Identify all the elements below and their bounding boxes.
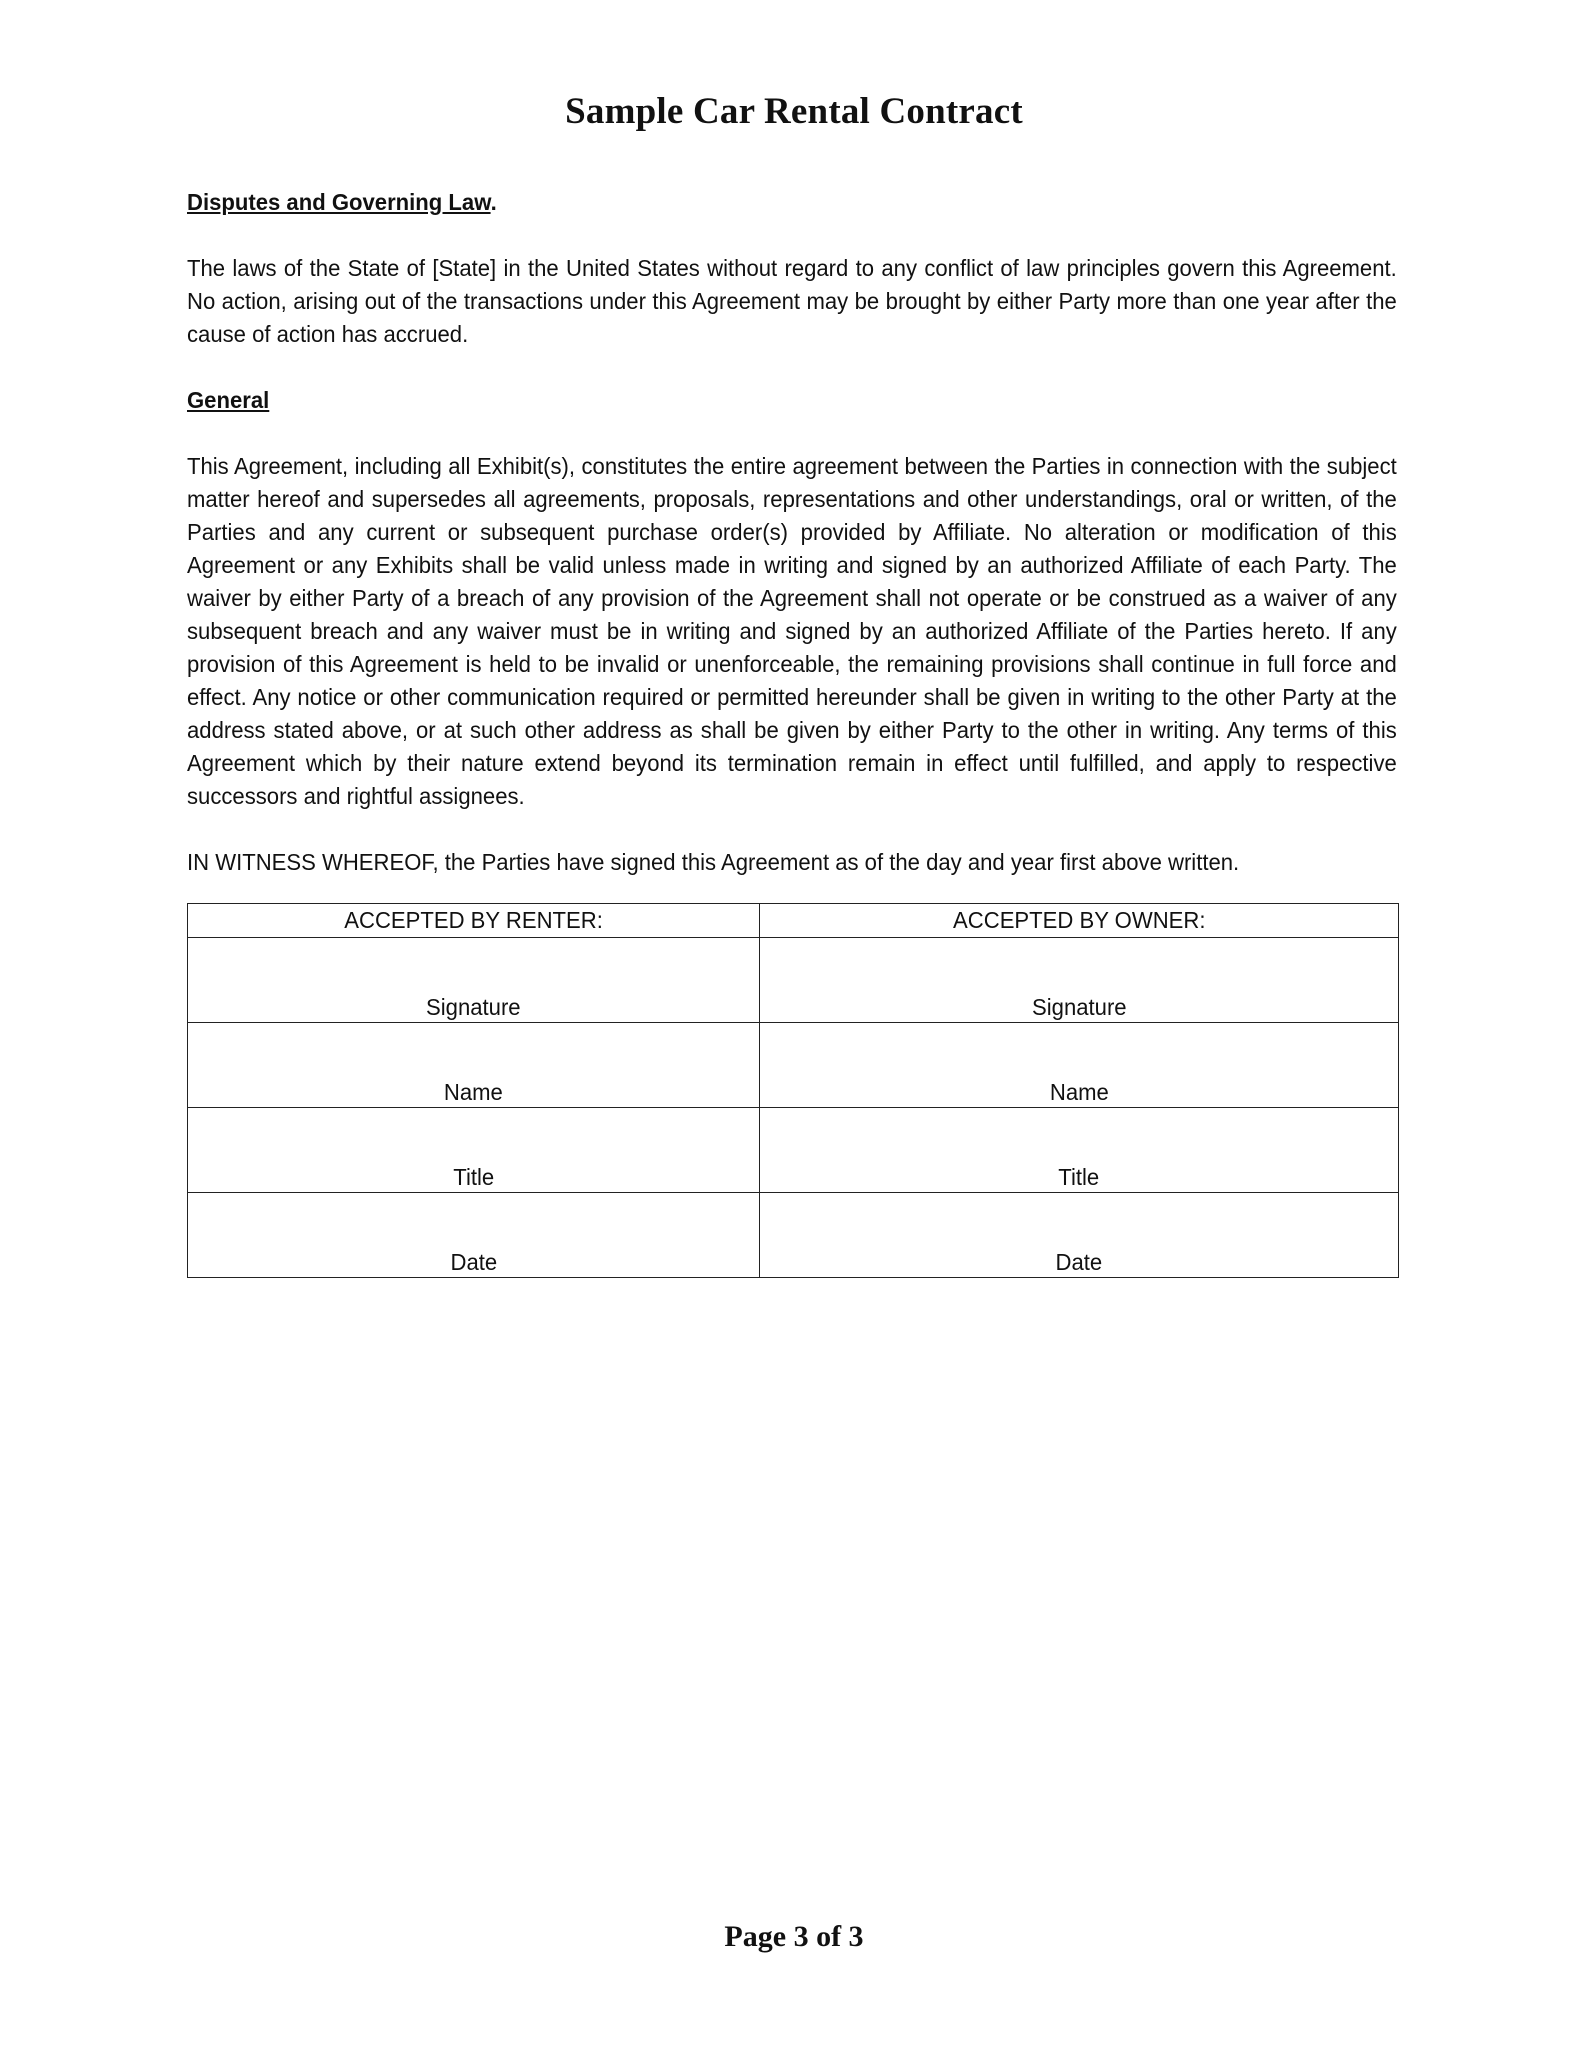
owner-name-field[interactable]: Name	[760, 1023, 1399, 1108]
signature-row	[188, 938, 1399, 1023]
section-heading-disputes-suffix: .	[490, 189, 497, 215]
owner-date-field[interactable]: Date	[760, 1193, 1399, 1278]
section-paragraph-disputes: The laws of the State of [State] in the United States without regard to any conflict of law principles govern this Agreement. No action, arising out of the transactions under this Agreement may be brought by either Party more than one year after the cause of action has accrued.	[187, 255, 1397, 347]
date-row	[188, 1193, 1399, 1278]
section-heading-disputes-text: Disputes and Governing Law	[187, 189, 491, 215]
page-number-footer: Page 3 of 3	[724, 1920, 864, 1953]
renter-name-field[interactable]: Name	[188, 1023, 760, 1108]
section-heading-general-text: General	[187, 387, 270, 413]
renter-title-field[interactable]: Title	[188, 1108, 760, 1193]
renter-header: ACCEPTED BY RENTER:	[188, 904, 760, 938]
section-heading-disputes	[187, 186, 1397, 219]
renter-date-field[interactable]: Date	[188, 1193, 760, 1278]
section-paragraph-general: This Agreement, including all Exhibit(s), constitutes the entire agreement between the Parties in connection with the subject matter hereof and supersedes all agreements, proposals, representations and other understandings, oral or written, of the Parties and any current or subsequent purchase order(s) provided by Affiliate. No alteration or modification of this Agreement or any Exhibits shall be valid unless made in writing and signed by an authorized Affiliate of each Party. The waiver by either Party of a breach of any provision of the Agreement shall not operate or be construed as a waiver of any subsequent breach and any waiver must be in writing and signed by an authorized Affiliate of the Parties hereto. If any provision of this Agreement is held to be invalid or unenforceable, the remaining provisions shall continue in full force and effect. Any notice or other communication required or permitted hereunder shall be given in writing to the other Party at the address stated above, or at such other address as shall be given by either Party to the other in writing. Any terms of this Agreement which by their nature extend beyond its termination remain in effect until fulfilled, and apply to respective successors and rightful assignees.	[187, 453, 1397, 809]
owner-title-field[interactable]: Title	[760, 1108, 1399, 1193]
name-row	[188, 1023, 1399, 1108]
owner-header: ACCEPTED BY OWNER:	[760, 904, 1399, 938]
title-row	[188, 1108, 1399, 1193]
section-heading-general	[187, 384, 1397, 417]
owner-signature-field[interactable]: Signature	[760, 938, 1399, 1023]
document-body	[187, 186, 1397, 879]
signature-table	[187, 903, 1399, 1278]
renter-signature-field[interactable]: Signature	[188, 938, 760, 1023]
document-title: Sample Car Rental Contract	[565, 91, 1023, 132]
witness-statement: IN WITNESS WHEREOF, the Parties have signed this Agreement as of the day and year first above written.	[187, 849, 1240, 875]
signature-table-header	[188, 904, 1399, 938]
